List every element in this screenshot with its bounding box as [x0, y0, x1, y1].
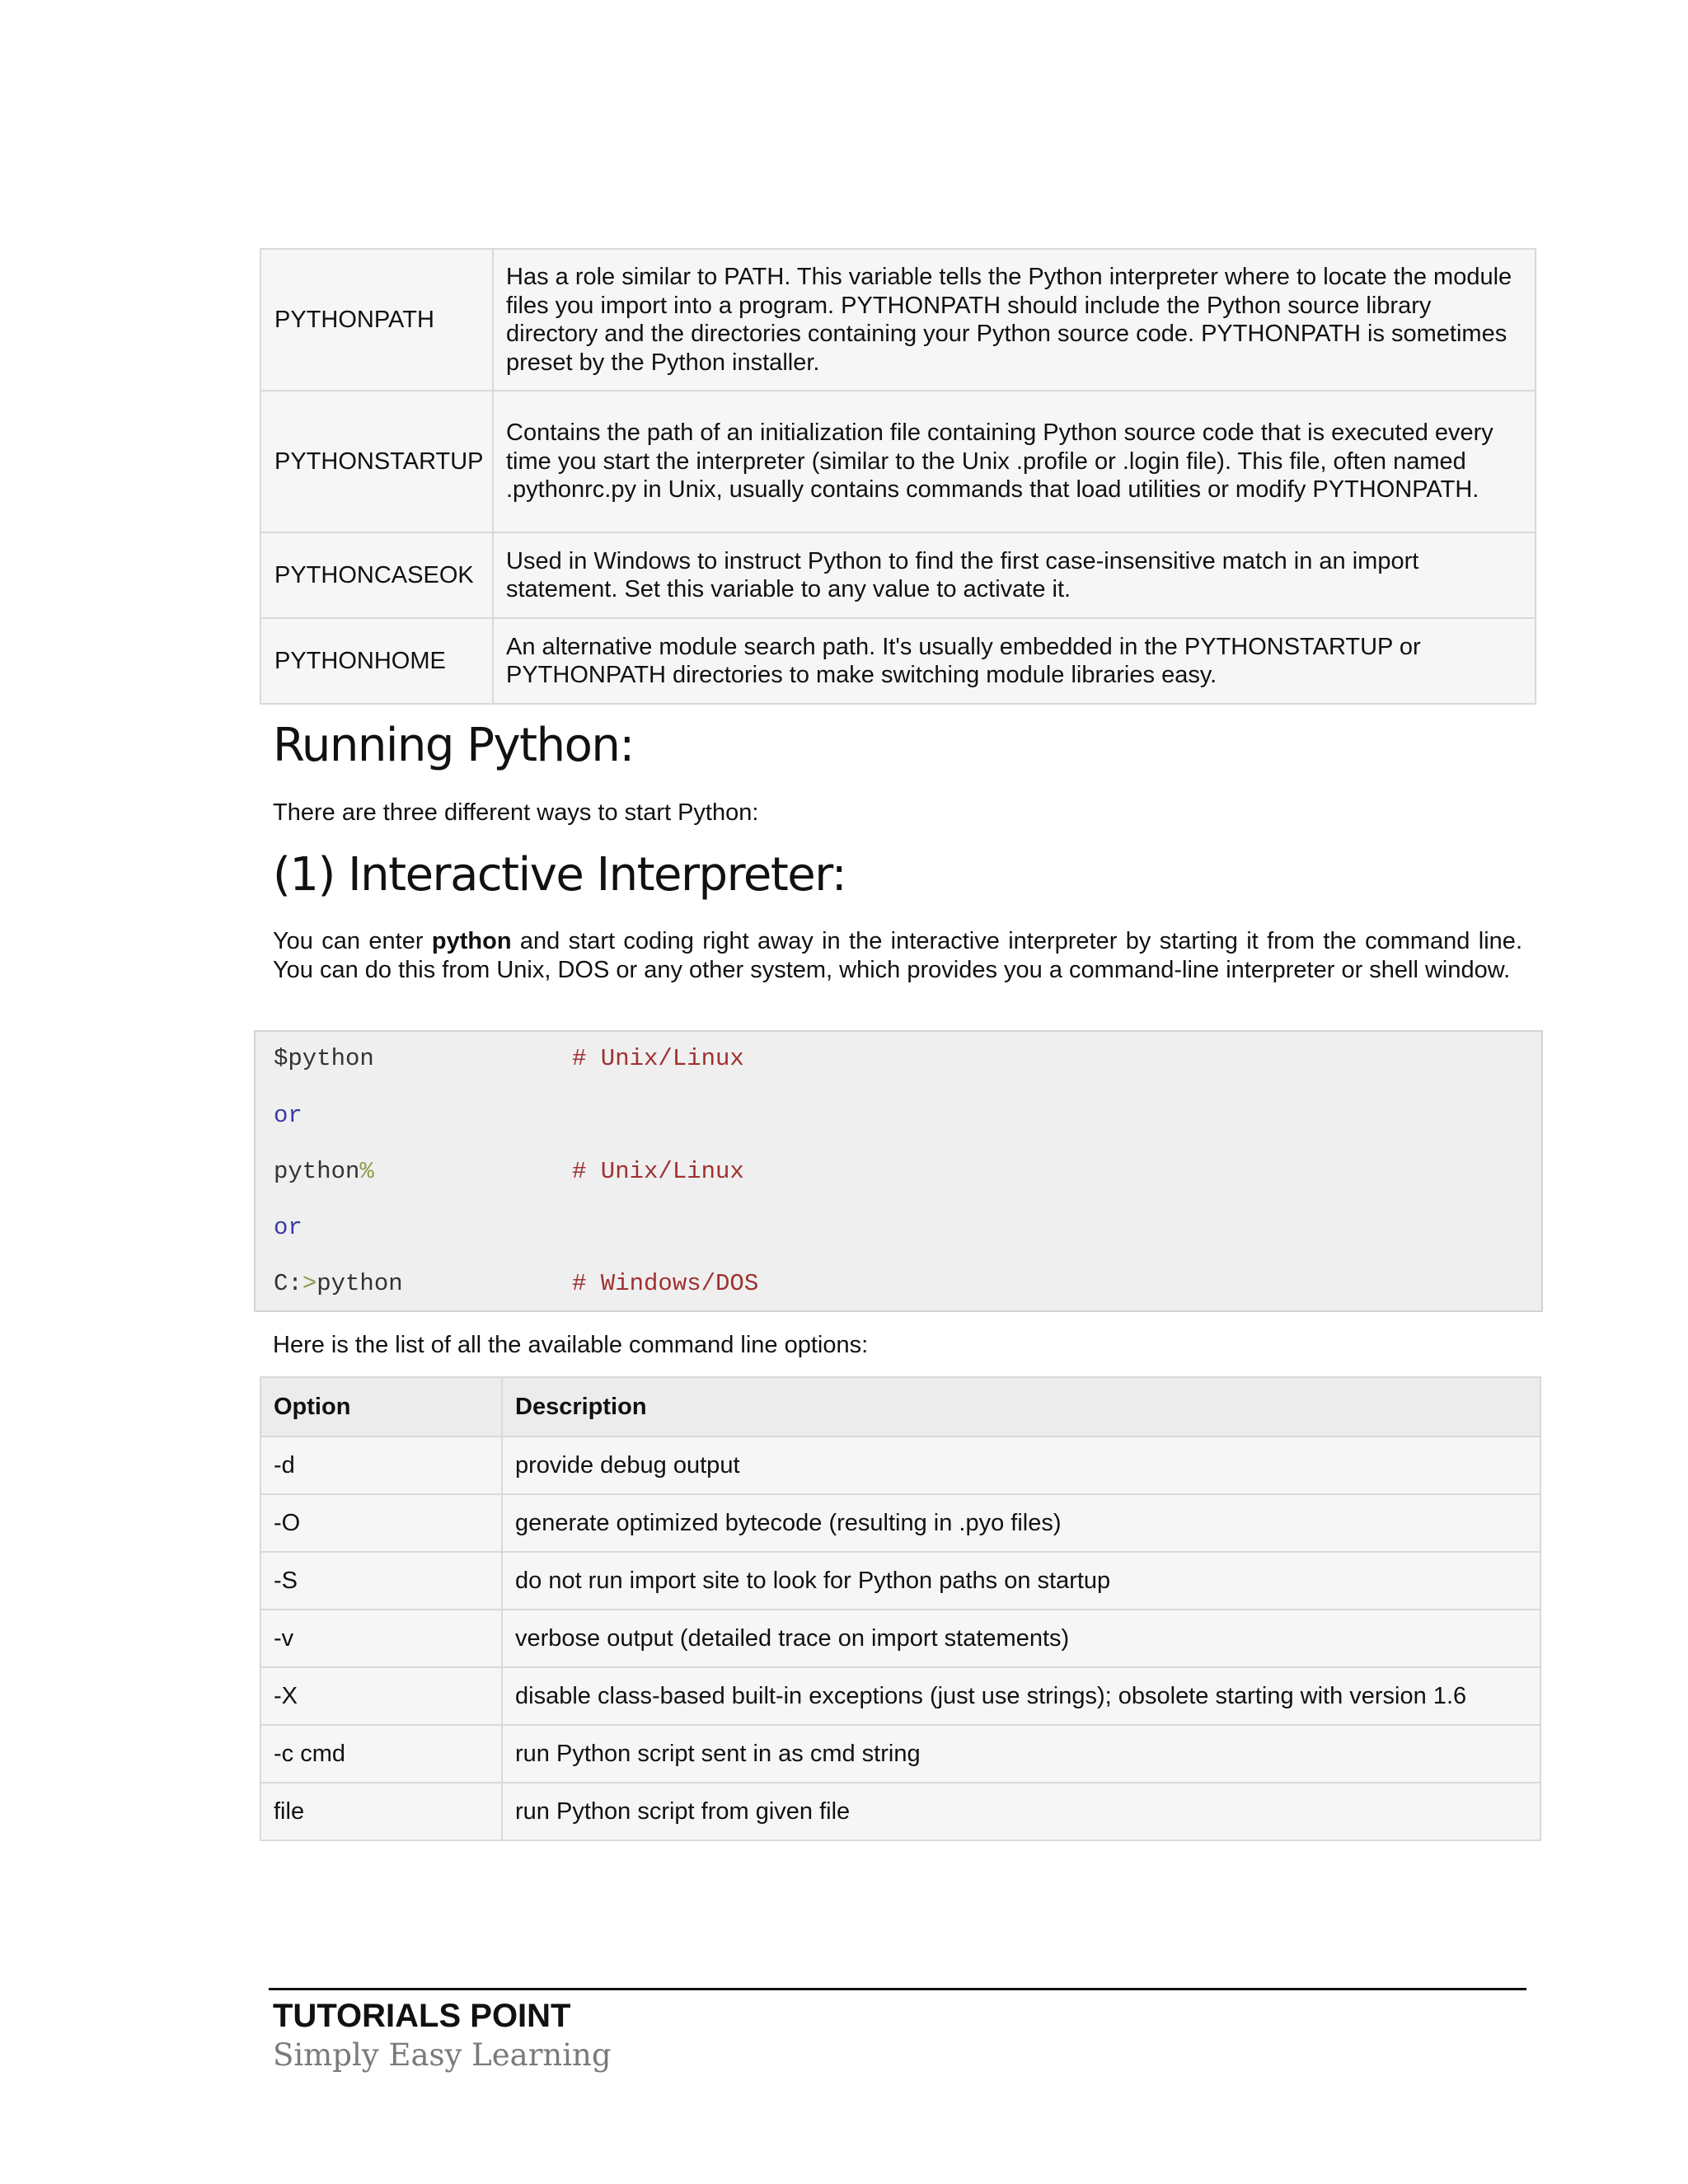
option-cell: -O	[260, 1494, 502, 1552]
code-line	[274, 1269, 759, 1299]
table-row	[260, 1725, 1540, 1783]
code-line	[274, 1213, 302, 1243]
footer-divider	[269, 1988, 1526, 1990]
running-python-heading: Running Python:	[273, 719, 634, 772]
code-line	[274, 1157, 744, 1187]
option-cell: -S	[260, 1552, 502, 1610]
table-row	[260, 1667, 1540, 1725]
para-text: and start coding right away in the interactive interpreter by starting it from the command line. You can do this from Unix, DOS or any other system, which provides you a command-line interpreter or shell window.	[273, 928, 1522, 983]
table-row	[260, 1783, 1540, 1840]
code-line	[274, 1101, 302, 1131]
table-row	[260, 1494, 1540, 1552]
env-var-description: Contains the path of an initialization file containing Python source code that is executed every time you start the interpreter (similar to the Unix .profile or .login file). This file, often named .pythonrc.py in Unix, usually contains commands that load utilities or modify PYTHONPATH.	[493, 391, 1536, 532]
option-description-cell: run Python script sent in as cmd string	[502, 1725, 1540, 1783]
table-row	[260, 532, 1536, 618]
env-var-name: PYTHONHOME	[260, 618, 493, 704]
code-command: python	[316, 1270, 403, 1297]
option-cell: -c cmd	[260, 1725, 502, 1783]
env-var-description: An alternative module search path. It's usually embedded in the PYTHONSTARTUP or PYTHONPATH directories to make switching module libraries easy.	[493, 618, 1536, 704]
code-block	[254, 1030, 1543, 1312]
interactive-interpreter-paragraph	[273, 927, 1522, 984]
option-cell: -d	[260, 1436, 502, 1494]
code-comment: # Windows/DOS	[572, 1270, 759, 1297]
env-var-description: Used in Windows to instruct Python to find the first case-insensitive match in an import statement. Set this variable to any value to activate it.	[493, 532, 1536, 618]
table-row	[260, 1552, 1540, 1610]
code-keyword: or	[274, 1102, 302, 1129]
option-cell: -v	[260, 1610, 502, 1667]
code-command: C:	[274, 1270, 302, 1297]
code-command: python	[274, 1158, 360, 1185]
code-keyword: or	[274, 1214, 302, 1241]
options-table	[260, 1376, 1541, 1841]
env-var-name: PYTHONPATH	[260, 249, 493, 391]
table-row	[260, 391, 1536, 532]
table-row	[260, 249, 1536, 391]
option-description-cell: do not run import site to look for Python paths on startup	[502, 1552, 1540, 1610]
table-header-row	[260, 1377, 1540, 1436]
column-header-description: Description	[502, 1377, 1540, 1436]
options-intro: Here is the list of all the available command line options:	[273, 1332, 869, 1358]
column-header-option: Option	[260, 1377, 502, 1436]
footer-brand-title: TUTORIALS POINT	[273, 1998, 571, 2034]
python-command-text: python	[431, 928, 512, 954]
option-cell: file	[260, 1783, 502, 1840]
code-line	[274, 1044, 744, 1074]
footer-tagline: Simply Easy Learning	[273, 2037, 612, 2073]
table-row	[260, 618, 1536, 704]
code-comment: # Unix/Linux	[572, 1045, 744, 1072]
code-command: $python	[274, 1045, 374, 1072]
running-python-intro: There are three different ways to start Python:	[273, 799, 759, 826]
table-row	[260, 1436, 1540, 1494]
env-var-name: PYTHONCASEOK	[260, 532, 493, 618]
option-description-cell: generate optimized bytecode (resulting in .pyo files)	[502, 1494, 1540, 1552]
interactive-interpreter-heading: (1) Interactive Interpreter:	[273, 848, 846, 902]
env-variables-table	[260, 248, 1536, 705]
code-punctuation: %	[359, 1158, 374, 1185]
option-description-cell: provide debug output	[502, 1436, 1540, 1494]
code-comment: # Unix/Linux	[572, 1158, 744, 1185]
option-cell: -X	[260, 1667, 502, 1725]
option-description-cell: run Python script from given file	[502, 1783, 1540, 1840]
env-var-description: Has a role similar to PATH. This variable tells the Python interpreter where to locate the module files you import into a program. PYTHONPATH should include the Python source library directory and the directories containing your Python source code. PYTHONPATH is sometimes preset by the Python installer.	[493, 249, 1536, 391]
env-var-name: PYTHONSTARTUP	[260, 391, 493, 532]
table-row	[260, 1610, 1540, 1667]
option-description-cell: disable class-based built-in exceptions (just use strings); obsolete starting with version 1.6	[502, 1667, 1540, 1725]
option-description-cell: verbose output (detailed trace on import statements)	[502, 1610, 1540, 1667]
code-punctuation: >	[302, 1270, 317, 1297]
para-text: You can enter	[273, 928, 432, 954]
